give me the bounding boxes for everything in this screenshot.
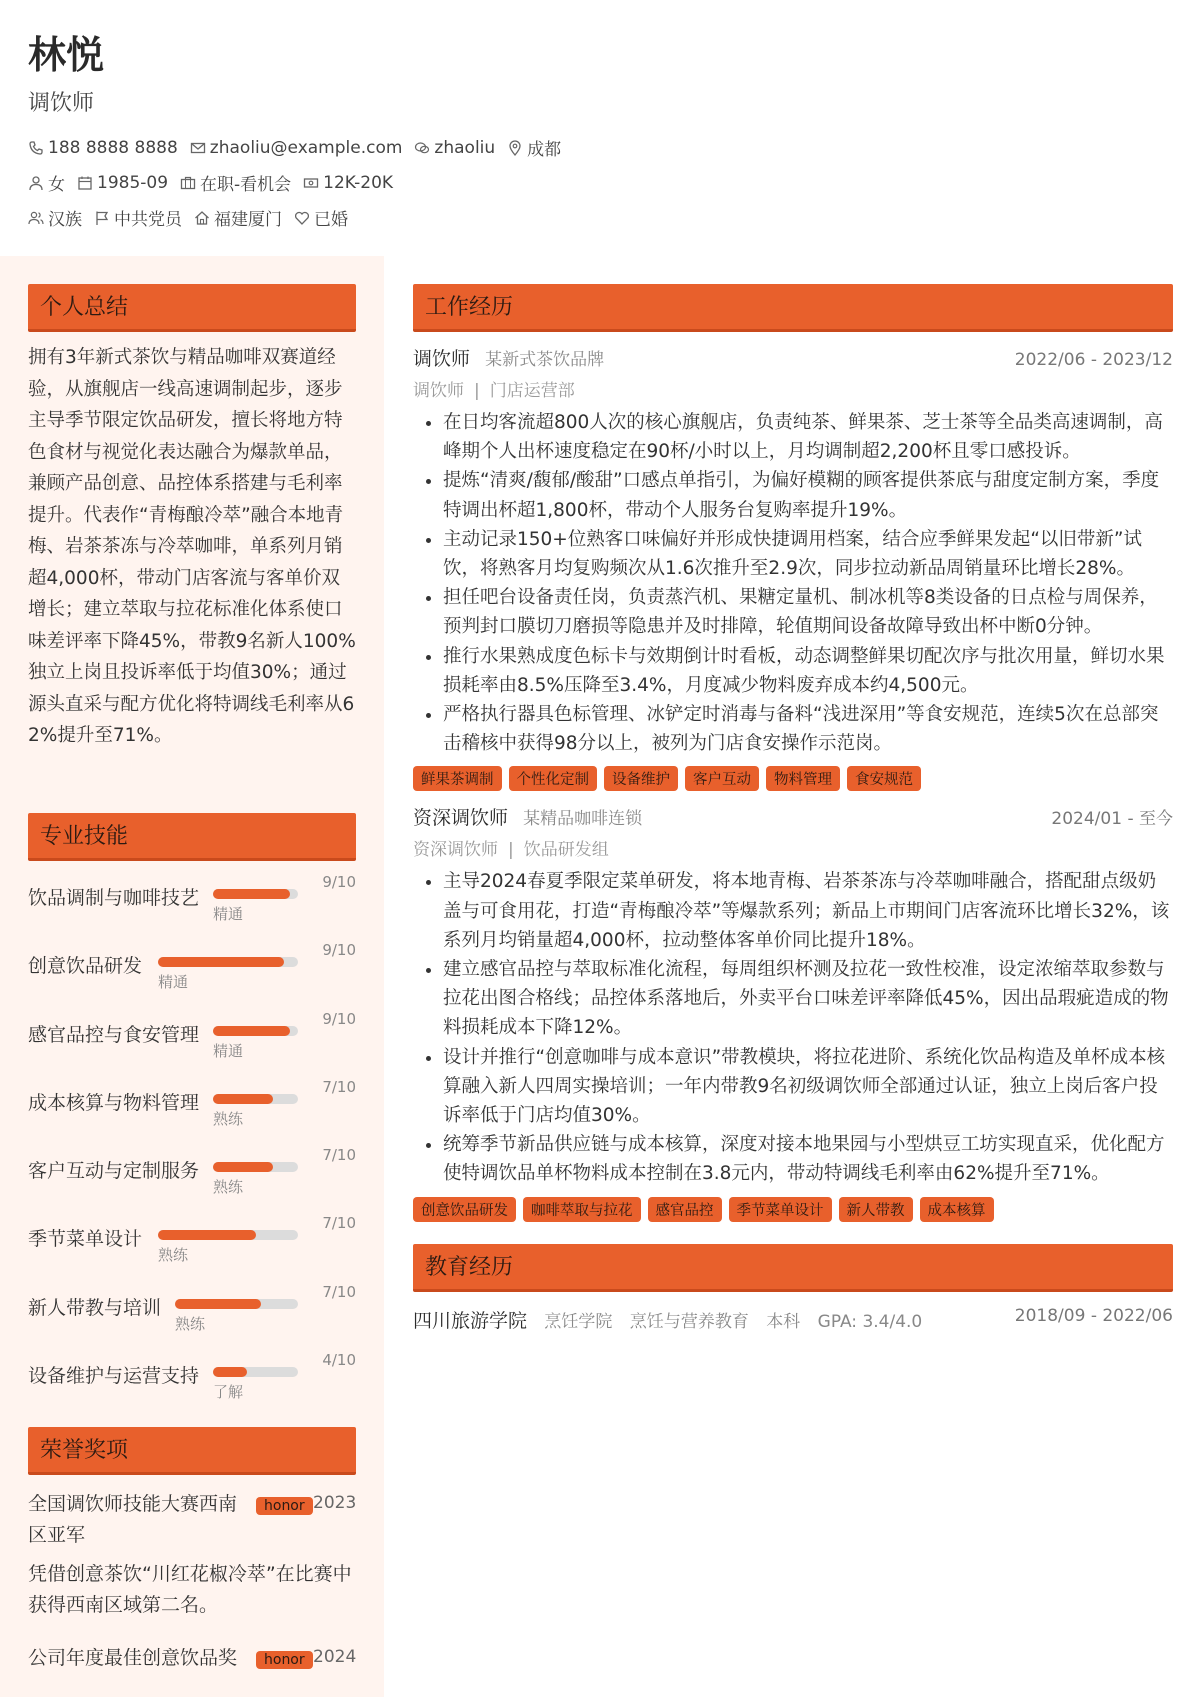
- gender-item: [28, 170, 65, 195]
- skill-level-bar: [158, 1230, 298, 1240]
- personal-row-2: [28, 200, 1128, 235]
- city-item: [507, 135, 561, 160]
- skill-level-bar: [213, 1367, 298, 1377]
- skill-level-bar: [213, 889, 298, 899]
- contact-row: [28, 130, 1128, 165]
- edu-major: 烹饪与营养教育: [629, 1311, 749, 1332]
- skill-name: 成本核算与物料管理: [28, 1091, 200, 1114]
- skill-row: [28, 1210, 356, 1278]
- skill-name: 季节菜单设计: [28, 1228, 143, 1251]
- skill-level-bar: [158, 957, 298, 967]
- heart-icon: [294, 210, 310, 226]
- skill-row: [28, 937, 356, 1005]
- skill-level-fill: [175, 1299, 261, 1309]
- money-icon: [303, 175, 319, 191]
- user-icon: [28, 175, 44, 191]
- email-item: [190, 138, 403, 158]
- users-icon: [28, 210, 44, 226]
- ethnicity-item: [28, 205, 82, 230]
- honors-section: [28, 1427, 356, 1674]
- skill-tag: 成本核算: [920, 1197, 994, 1222]
- job-dates: 2022/06 - 2023/12: [1014, 350, 1173, 370]
- skill-score: 7/10: [322, 1077, 356, 1096]
- phone-text: 188 8888 8888: [48, 137, 178, 158]
- skill-row: [28, 1142, 356, 1210]
- hometown-item: [194, 205, 282, 230]
- phone-icon: [28, 140, 44, 156]
- job-department: 门店运营部: [489, 381, 575, 401]
- skill-level-label: 精通: [213, 1041, 244, 1060]
- job-tags: [413, 766, 1173, 791]
- birth-text: 1985-09: [97, 172, 169, 193]
- skill-level-label: 了解: [213, 1383, 244, 1402]
- flag-icon: [94, 210, 110, 226]
- skill-tag: 鲜果茶调制: [413, 766, 502, 791]
- birth-item: [77, 173, 168, 193]
- summary-text: 拥有3年新式茶饮与精品咖啡双赛道经验，从旗舰店一线高速调制起步，逐步主导季节限定饮品研发，擅长将地方特色食材与视觉化表达融合为爆款单品，兼顾产品创意、品控体系搭建与毛利率提升。代表作“青梅酿冷萃”融合本地青梅、岩茶茶冻与冷萃咖啡，单系列月销超4,000杯，带动门店客流与客单价双增长；建立萃取与拉花标准化体系使口味差评率下降45%，带教9名新人100%独立上岗且投诉率低于均值30%；通过源头直采与配方优化将特调线毛利率从62%提升至71%。: [28, 347, 356, 746]
- skill-level-label: 精通: [213, 905, 244, 923]
- skill-name: 饮品调制与咖啡技艺: [28, 887, 200, 909]
- education-entry: [413, 1306, 1173, 1333]
- email-text: zhaoliu@example.com: [209, 137, 403, 158]
- status-item: [180, 170, 291, 195]
- skill-score: 7/10: [322, 1146, 356, 1165]
- skill-tag: 感官品控: [648, 1197, 722, 1222]
- job-bullet: • 严格执行器具色标管理、冰铲定时消毒与备料“浅进深用”等食安规范，连续5次在总部突击稽核中获得98分以上，被列为门店食安操作示范岗。: [443, 700, 1173, 758]
- salary-item: [303, 173, 393, 193]
- job-bullet: • 在日均客流超800人次的核心旗舰店，负责纯茶、鲜果茶、芝士茶等全品类高速调制，高峰期个人出杯速度稳定在90杯/小时以上，月均调制超2,200杯且零口感投诉。: [443, 408, 1173, 466]
- edu-college: 烹饪学院: [544, 1311, 613, 1332]
- calendar-icon: [77, 175, 93, 191]
- job-bullet: • 主动记录150+位熟客口味偏好并形成快捷调用档案，结合应季鲜果发起“以旧带新”试饮，将熟客月均复购频次从1.6次推升至2.9次，同步拉动新品周销量环比增长28%。: [443, 525, 1173, 583]
- skill-level-fill: [213, 1094, 272, 1104]
- honor-title: 全国调饮师技能大赛西南区亚军: [28, 1493, 238, 1546]
- skills-heading: 专业技能: [28, 813, 356, 861]
- status-text: 在职-看机会: [200, 175, 292, 195]
- job-entry: [413, 344, 1173, 791]
- skill-row: [28, 1074, 356, 1142]
- skill-level-label: 熟练: [213, 1178, 244, 1197]
- honor-year: 2024: [313, 1647, 357, 1667]
- skill-level-fill: [213, 1367, 247, 1377]
- wechat-text: zhaoliu: [434, 137, 496, 158]
- job-role: 调饮师: [413, 348, 471, 370]
- job-bullet: • 统筹季节新品供应链与成本核算，深度对接本地果园与小型烘豆工坊实现直采，优化配方使特调饮品单杯物料成本控制在3.8元内，带动特调线毛利率由62%提升至71%。: [443, 1130, 1173, 1188]
- candidate-title: 调饮师: [28, 91, 95, 116]
- ethnicity-text: 汉族: [48, 210, 82, 230]
- skill-score: 9/10: [322, 941, 356, 960]
- honor-item: [28, 1489, 356, 1621]
- skill-level-bar: [175, 1299, 298, 1309]
- skill-score: 9/10: [322, 873, 356, 891]
- skill-level-fill: [213, 1026, 289, 1036]
- gender-text: 女: [48, 175, 65, 195]
- job-tags: [413, 1197, 1173, 1222]
- honor-badge: honor: [256, 1497, 313, 1515]
- skill-level-bar: [213, 1162, 298, 1172]
- skill-name: 感官品控与食安管理: [28, 1023, 200, 1046]
- skill-level-fill: [213, 889, 289, 899]
- skill-name: 设备维护与运营支持: [28, 1365, 200, 1388]
- job-subline: 资深调饮师 | 饮品研发组: [413, 840, 609, 861]
- candidate-name: 林悦: [28, 33, 105, 77]
- skill-level-label: 熟练: [175, 1314, 206, 1333]
- summary-section: [28, 284, 356, 752]
- skill-tag: 新人带教: [839, 1197, 913, 1222]
- work-heading: 工作经历: [413, 284, 1173, 332]
- skill-name: 创意饮品研发: [28, 955, 143, 978]
- marital-text: 已婚: [314, 210, 348, 230]
- edu-degree: 本科: [766, 1311, 801, 1332]
- salary-text: 12K-20K: [323, 172, 394, 193]
- job-bullet: • 建立感官品控与萃取标准化流程，每周组织杯测及拉花一致性校准，设定浓缩萃取参数与拉花出图合格线；品控体系落地后，外卖平台口味差评率降低45%，因出品瑕疵造成的物料损耗成本下降12%。: [443, 955, 1173, 1043]
- home-icon: [194, 210, 210, 226]
- skill-level-label: 熟练: [158, 1246, 189, 1265]
- skill-tag: 个性化定制: [509, 766, 598, 791]
- honor-desc: 凭借创意茶饮“川红花椒冷萃”在比赛中获得西南区域第二名。: [28, 1563, 352, 1616]
- hometown-text: 福建厦门: [214, 210, 282, 230]
- skill-score: 7/10: [322, 1214, 356, 1233]
- job-position: 资深调饮师: [413, 840, 498, 861]
- skill-tag: 咖啡萃取与拉花: [523, 1197, 641, 1222]
- skill-tag: 创意饮品研发: [413, 1197, 516, 1222]
- skill-level-bar: [213, 1094, 298, 1104]
- job-subline: 调饮师 | 门店运营部: [413, 381, 575, 401]
- skill-score: 9/10: [322, 1009, 356, 1028]
- wechat-icon: [414, 140, 430, 156]
- marital-item: [294, 205, 348, 230]
- job-company: 某精品咖啡连锁: [523, 809, 643, 830]
- edu-dates: 2018/09 - 2022/06: [1014, 1305, 1173, 1326]
- skill-tag: 食安规范: [847, 766, 921, 791]
- job-bullet: • 担任吧台设备责任岗，负责蒸汽机、果糖定量机、制冰机等8类设备的日点检与周保养，预判封口膜切刀磨损等隐患并及时排障，轮值期间设备故障导致出杯中断0分钟。: [443, 583, 1173, 641]
- mail-icon: [190, 140, 206, 156]
- edu-gpa: GPA: 3.4/4.0: [817, 1311, 923, 1332]
- personal-row-1: [28, 165, 1128, 200]
- job-position: 调饮师: [413, 381, 464, 401]
- summary-heading: 个人总结: [28, 284, 356, 332]
- job-bullets: [413, 867, 1173, 1188]
- skill-tag: 物料管理: [766, 766, 840, 791]
- job-bullet: • 推行水果熟成度色标卡与效期倒计时看板，动态调整鲜果切配次序与批次用量，鲜切水果损耗率由8.5%压降至3.4%，月度减少物料废弃成本约4,500元。: [443, 642, 1173, 700]
- sidebar: [0, 256, 384, 1697]
- phone-item: [28, 138, 178, 158]
- skill-level-fill: [213, 1162, 272, 1172]
- skill-row: [28, 1006, 356, 1074]
- resume-header: [28, 30, 1128, 235]
- skill-tag: 客户互动: [685, 766, 759, 791]
- skill-name: 新人带教与培训: [28, 1296, 162, 1319]
- education-heading: 教育经历: [413, 1244, 1173, 1292]
- job-entry: [413, 803, 1173, 1221]
- job-department: 饮品研发组: [523, 840, 609, 861]
- skill-level-fill: [158, 957, 284, 967]
- skills-section: [28, 813, 356, 1415]
- honor-year: 2023: [313, 1493, 357, 1513]
- skill-row: [28, 869, 356, 937]
- location-pin-icon: [507, 140, 523, 156]
- politics-item: [94, 205, 182, 230]
- honor-item: [28, 1643, 356, 1674]
- skill-row: [28, 1279, 356, 1347]
- briefcase-icon: [180, 175, 196, 191]
- skill-tag: 季节菜单设计: [729, 1197, 832, 1222]
- honor-badge: honor: [256, 1651, 313, 1669]
- skill-score: 4/10: [322, 1351, 356, 1370]
- politics-text: 中共党员: [114, 210, 182, 230]
- edu-school: 四川旅游学院: [413, 1309, 528, 1332]
- job-dates: 2024/01 - 至今: [1051, 809, 1173, 830]
- city-text: 成都: [527, 140, 562, 160]
- skills-list: [28, 869, 356, 1415]
- skill-score: 7/10: [322, 1282, 356, 1301]
- job-bullets: [413, 408, 1173, 758]
- job-company: 某新式茶饮品牌: [485, 350, 605, 370]
- skill-tag: 设备维护: [604, 766, 678, 791]
- wechat-item: [414, 138, 495, 158]
- honor-title: 公司年度最佳创意饮品奖: [28, 1647, 238, 1669]
- skill-level-label: 精通: [158, 973, 189, 992]
- job-bullet: • 设计并推行“创意咖啡与成本意识”带教模块，将拉花进阶、系统化饮品构造及单杯成本核算融入新人四周实操培训；一年内带教9名初级调饮师全部通过认证，独立上岗后客户投诉率低于门店均值30%。: [443, 1043, 1173, 1131]
- honors-heading: 荣誉奖项: [28, 1427, 356, 1475]
- skill-row: [28, 1347, 356, 1415]
- skill-level-fill: [158, 1230, 256, 1240]
- skill-level-label: 熟练: [213, 1109, 244, 1128]
- job-bullet: • 提炼“清爽/馥郁/酸甜”口感点单指引，为偏好模糊的顾客提供茶底与甜度定制方案，季度特调出杯超1,800杯，带动个人服务台复购率提升19%。: [443, 466, 1173, 524]
- main-column: [413, 284, 1173, 1333]
- skill-level-bar: [213, 1026, 298, 1036]
- job-role: 资深调饮师: [413, 807, 509, 830]
- skill-name: 客户互动与定制服务: [28, 1160, 200, 1183]
- job-bullet: • 主导2024春夏季限定菜单研发，将本地青梅、岩茶茶冻与冷萃咖啡融合，搭配甜点级奶盖与可食用花，打造“青梅酿冷萃”等爆款系列；新品上市期间门店客流环比增长32%，该系列月均销量超4,000杯，拉动整体客单价同比提升18%。: [443, 867, 1173, 955]
